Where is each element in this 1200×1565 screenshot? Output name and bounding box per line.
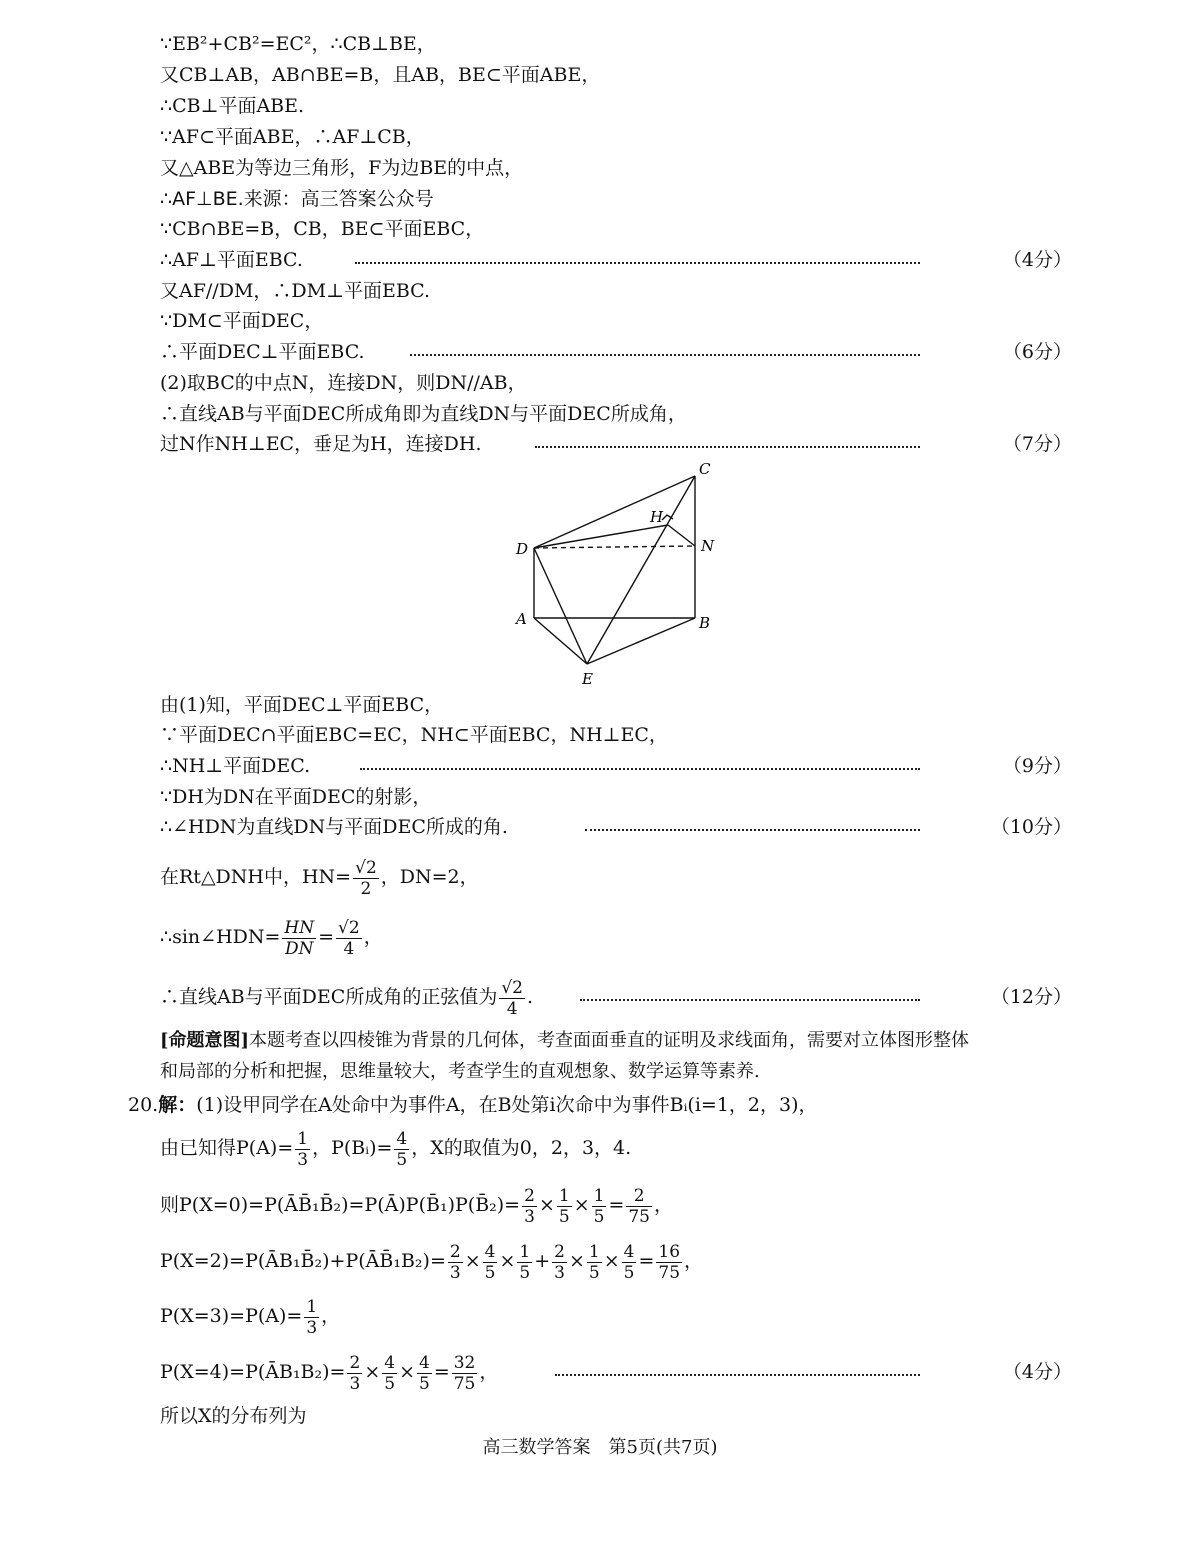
vertex-label-E: E bbox=[582, 670, 593, 688]
rt-triangle-line: 在Rt△DNH中，HN= $\frac{√2}{2}$ ，DN=2， bbox=[160, 857, 479, 899]
proof-line: ∵AF⊂平面ABE，∴AF⊥CB， bbox=[160, 126, 425, 148]
vertex-label-B: B bbox=[699, 614, 711, 632]
score-label: （6分） bbox=[1002, 341, 1072, 363]
geometry-figure bbox=[500, 458, 740, 693]
proof-line-scored: ∴平面DEC⊥平面EBC. （6分） bbox=[160, 336, 1072, 368]
proof-line: ∴CB⊥平面ABE. bbox=[160, 95, 305, 117]
proof-line: ∵DH为DN在平面DEC的射影， bbox=[160, 786, 432, 808]
score-label: （9分） bbox=[1002, 755, 1072, 777]
proof-line-scored: ∴NH⊥平面DEC. （9分） bbox=[160, 750, 1072, 782]
q20-first-line: 20.解：(1)设甲同学在A处命中为事件A，在B处第i次命中为事件Bᵢ(i=1，2，3)， bbox=[128, 1094, 818, 1116]
fraction: $\frac{√2}{4}$ bbox=[338, 917, 360, 959]
proof-line-scored: ∴AF⊥平面EBC. （4分） bbox=[160, 244, 1072, 276]
proof-line: ∵平面DEC∩平面EBC=EC，NH⊂平面EBC，NH⊥EC， bbox=[160, 724, 668, 746]
proof-line: ∵DM⊂平面DEC， bbox=[160, 310, 324, 332]
fraction: $\frac{√2}{2}$ bbox=[355, 857, 377, 899]
sine-line: ∴sin∠HDN= $\frac{HN}{DN}$ = $\frac{√2}{4}$ ， bbox=[160, 917, 383, 959]
fraction: $\frac{HN}{DN}$ bbox=[284, 917, 315, 959]
vertex-label-C: C bbox=[699, 460, 711, 478]
proof-line: 由(1)知，平面DEC⊥平面EBC， bbox=[160, 694, 444, 716]
fraction: $\frac{√2}{4}$ bbox=[501, 977, 523, 1019]
score-label: （7分） bbox=[1002, 433, 1072, 455]
score-label: （4分） bbox=[1002, 1361, 1072, 1383]
score-label: （4分） bbox=[1002, 249, 1072, 271]
proof-line: (2)取BC的中点N，连接DN，则DN//AB， bbox=[160, 372, 527, 394]
proof-line-scored: 过N作NH⊥EC，垂足为H，连接DH. （7分） bbox=[160, 428, 1072, 460]
proof-line: ∵EB²+CB²=EC²，∴CB⊥BE， bbox=[160, 33, 436, 55]
intent-line: [命题意图]本题考查以四棱锥为背景的几何体，考查面面垂直的证明及求线面角，需要对立体图形整体 bbox=[160, 1030, 970, 1051]
q20-p3-line: P(X=3)=P(A)= $\frac{1}{3}$ ， bbox=[160, 1296, 341, 1338]
q20-known-line: 由已知得P(A)= $\frac{1}{3}$ ，P(Bᵢ)= $\frac{4}{5}$ ，X的取值为0，2，3，4. bbox=[160, 1128, 632, 1170]
intent-line: 和局部的分析和把握，思维量较大，考查学生的直观想象、数学运算等素养. bbox=[160, 1061, 760, 1082]
proof-line: ∴直线AB与平面DEC所成角即为直线DN与平面DEC所成角， bbox=[160, 403, 687, 425]
proof-line-scored: ∴∠HDN为直线DN与平面DEC所成的角. （10分） bbox=[160, 811, 1072, 843]
q20-p4-line: P(X=4)=P(ĀB₁B₂)= $\frac{2}{3}$ × $\frac{4}{5}$ × $\frac{4}{5}$ = $\frac{32}{75}$ ， （4分） bbox=[160, 1347, 1072, 1397]
q20-p0-line: 则P(X=0)=P(ĀB̄₁B̄₂)=P(Ā)P(B̄₁)P(B̄₂)= $\frac{2}{3}$ × $\frac{1}{5}$ × $\frac{1}{5}$ = $\frac{2}{75}$ ， bbox=[160, 1185, 674, 1227]
q20-p2-line: P(X=2)=P(ĀB₁B̄₂)+P(ĀB̄₁B₂)= $\frac{2}{3}$ × $\frac{4}{5}$ × $\frac{1}{5}$ + $\frac{2}{3}$ × $\frac{1}{5}$ × $\frac{4}{5}$ = $\frac{16}{75}$ ， bbox=[160, 1241, 704, 1283]
vertex-label-D: D bbox=[516, 540, 529, 558]
proof-line: 又CB⊥AB，AB∩BE=B，且AB，BE⊂平面ABE， bbox=[160, 64, 601, 86]
page-footer: 高三数学答案 第5页(共7页) bbox=[482, 1437, 718, 1458]
q20-last-line: 所以X的分布列为 bbox=[160, 1405, 307, 1427]
proof-line: ∵CB∩BE=B，CB，BE⊂平面EBC， bbox=[160, 218, 485, 240]
question-number: 20. bbox=[128, 1094, 159, 1116]
score-label: （10分） bbox=[990, 816, 1072, 838]
fraction: $\frac{1}{3}$ bbox=[297, 1128, 309, 1170]
intent-label: [命题意图] bbox=[160, 1030, 250, 1051]
fraction: $\frac{4}{5}$ bbox=[396, 1128, 408, 1170]
proof-line: 又AF//DM，∴DM⊥平面EBC. bbox=[160, 280, 431, 302]
vertex-label-N: N bbox=[701, 537, 715, 555]
score-label: （12分） bbox=[990, 986, 1072, 1008]
proof-line: ∴AF⊥BE.来源：高三答案公众号 bbox=[160, 188, 434, 210]
proof-line: 又△ABE为等边三角形，F为边BE的中点， bbox=[160, 157, 524, 179]
vertex-label-H: H bbox=[650, 508, 664, 526]
vertex-label-A: A bbox=[516, 610, 527, 628]
proof-line-scored: ∴直线AB与平面DEC所成角的正弦值为 $\frac{√2}{4}$ . （12分） bbox=[160, 972, 1072, 1022]
